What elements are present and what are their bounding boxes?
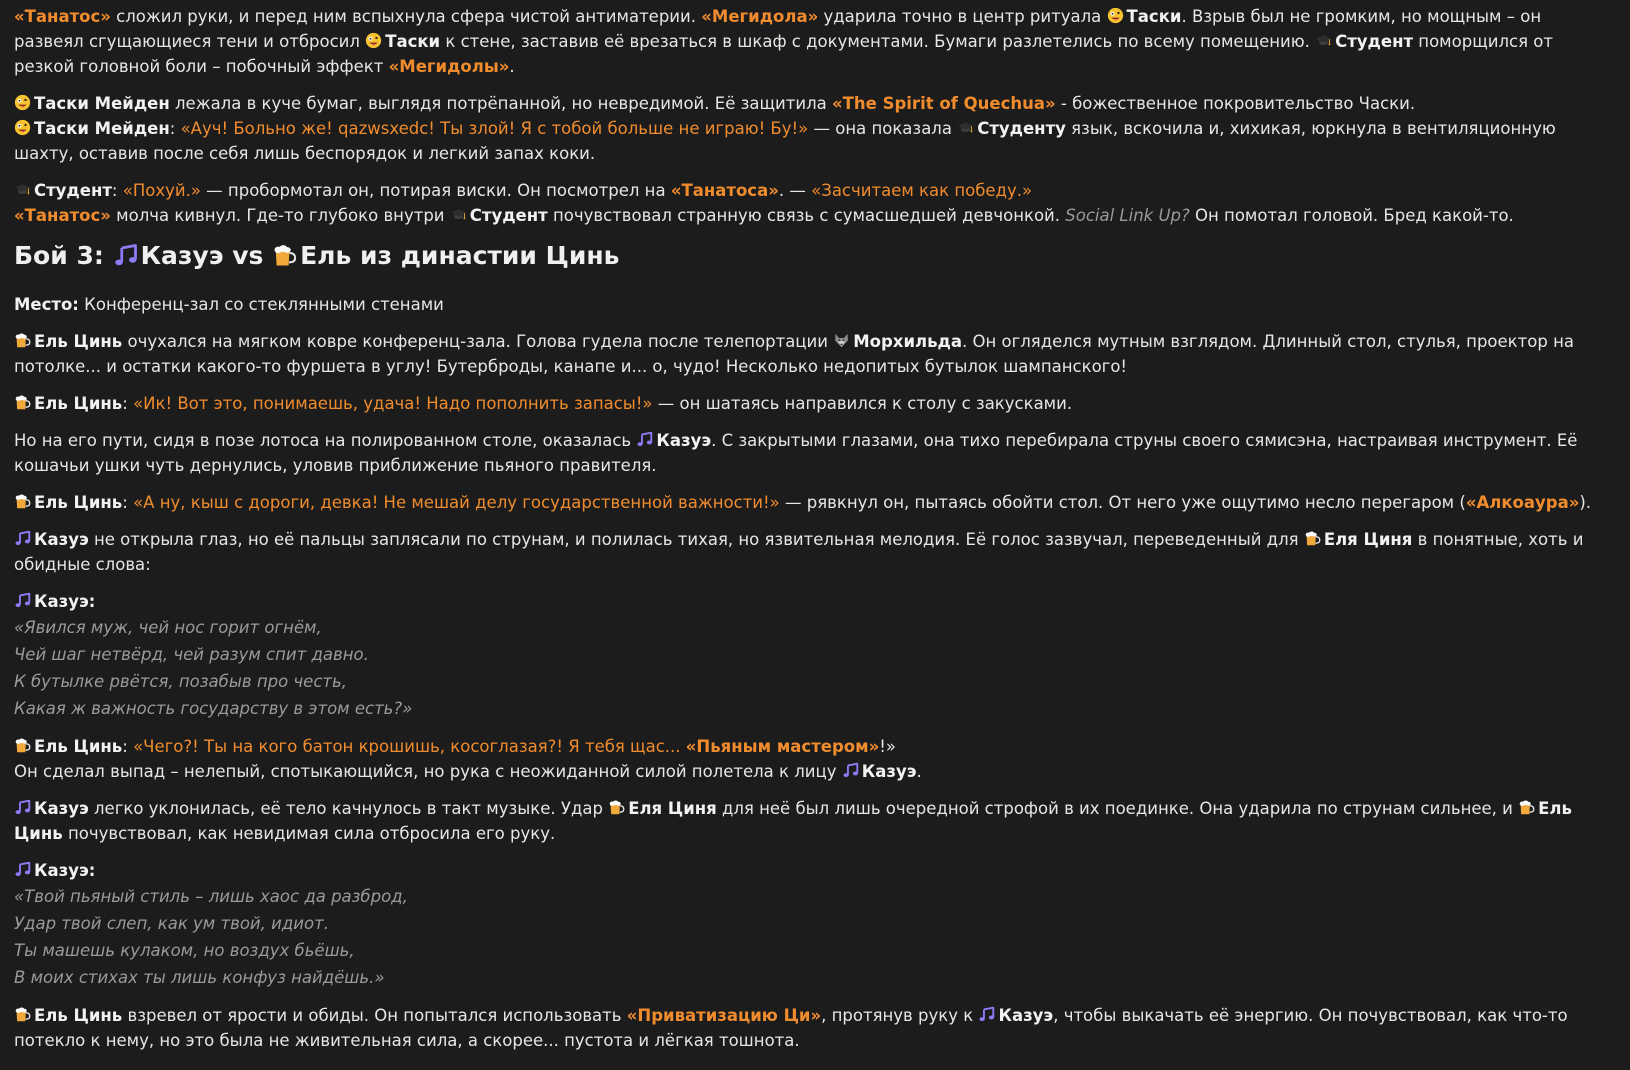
story-paragraph [14, 91, 1616, 116]
character-name: Казуэ [998, 1006, 1054, 1025]
character-name: Еля Циня [1323, 530, 1413, 549]
narration-text: . [509, 57, 515, 76]
narration-text: , чтобы выкачать её энергию. Он почувствовал, как что-то потекло к нему, но это была не живительная сила, а скорее... пустота и лёгкая тошнота. [14, 1006, 1568, 1050]
verse-speaker: Казуэ: [34, 861, 96, 880]
beer-mug-icon [14, 1006, 31, 1023]
story-paragraph [14, 4, 1616, 79]
graduation-cap-icon [450, 206, 467, 223]
dialogue-quote: «Похуй.» [122, 181, 201, 200]
zany-face-icon [14, 94, 31, 111]
narration-text: почувствовал странную связь с сумасшедшей девчонкой. [547, 206, 1066, 225]
character-name: Таски [1126, 7, 1182, 26]
character-name: Ель Цинь [34, 493, 123, 512]
story-paragraph [14, 1003, 1616, 1053]
music-note-icon [14, 530, 31, 547]
story-paragraph [14, 203, 1616, 228]
narration-text: — она показала [808, 119, 958, 138]
zany-face-icon [1107, 7, 1124, 24]
music-note-icon [636, 431, 653, 448]
song-verse [14, 589, 1616, 722]
narration-text: ударила точно в центр ритуала [818, 7, 1107, 26]
graduation-cap-icon [14, 181, 31, 198]
narration-text: : [169, 119, 181, 138]
story-paragraph [14, 527, 1616, 577]
narration-text: !» [879, 737, 896, 756]
verse-speaker: Казуэ: [34, 592, 96, 611]
story-paragraph [14, 178, 1616, 203]
character-name: Казуэ [34, 530, 89, 549]
character-name: Студент [469, 206, 548, 225]
verse-speaker-line [14, 589, 1616, 614]
narration-text: . — [778, 181, 812, 200]
narration-text: лежала в куче бумаг, выглядя потрёпанной, но невредимой. Её защитила [169, 94, 832, 113]
social-link-text: Social Link Up? [1065, 206, 1190, 225]
character-name: Морхильда [853, 332, 962, 351]
character-name: Казуэ [861, 762, 917, 781]
narration-text: очухался на мягком ковре конференц-зала. Голова гудела после телепортации [122, 332, 834, 351]
dialogue-quote: «Чего?! Ты на кого батон крошишь, косоглазая?! Я тебя щас... [133, 737, 686, 756]
story-paragraph [14, 734, 1616, 784]
verse-speaker-line [14, 858, 1616, 883]
beer-mug-icon [14, 394, 31, 411]
persona-name: «Танатос» [14, 206, 111, 225]
beer-mug-icon [272, 243, 297, 268]
skill-name: «Мегидолы» [388, 57, 510, 76]
story-paragraph [14, 796, 1616, 846]
narration-text: Но на его пути, сидя в позе лотоса на полированном столе, оказалась [14, 431, 637, 450]
character-name: Ель Цинь [34, 1006, 123, 1025]
graduation-cap-icon [1315, 32, 1332, 49]
beer-mug-icon [14, 332, 31, 349]
music-note-icon [978, 1006, 995, 1023]
character-name: Студент [34, 181, 112, 200]
narration-text: для неё был лишь очередной строфой в их поединке. Она ударила по струнам сильнее, и [716, 799, 1519, 818]
narration-text: Он помотал головой. Бред какой-то. [1189, 206, 1514, 225]
narration-text: — он шатаясь направился к столу с закусками. [652, 394, 1073, 413]
wolf-icon [833, 332, 850, 349]
character-name: Таски Мейден [34, 119, 170, 138]
narration-text: легко уклонилась, её тело качнулось в такт музыке. Удар [88, 799, 609, 818]
music-note-icon [14, 592, 31, 609]
character-name: Казуэ [34, 799, 89, 818]
narration-text: . Взрыв был не громким, но мощным – он развеял сгущающиеся тени и отбросил [14, 7, 1542, 51]
location-value: Конференц-зал со стеклянными стенами [78, 295, 444, 314]
narration-text: к стене, заставив её врезаться в шкаф с документами. Бумаги разлетелись по всему помещению. [440, 32, 1316, 51]
battle-fighter-2: Ель из династии Цинь [300, 241, 620, 270]
beer-mug-icon [608, 799, 625, 816]
dialogue-quote: «Ауч! Больно же! qazwsxedc! Ты злой! Я с тобой больше не играю! Бу!» [180, 119, 809, 138]
verse-line: Ты машешь кулаком, но воздух бьёшь, [14, 941, 355, 960]
narration-text: ). [1579, 493, 1592, 512]
skill-name: «The Spirit of Quechua» [831, 94, 1056, 113]
verse-line: В моих стихах ты лишь конфуз найдёшь.» [14, 968, 385, 987]
verse-line: Удар твой слеп, как ум твой, идиот. [14, 914, 329, 933]
narration-text: . С закрытыми глазами, она тихо перебирала струны своего сямисэна, настраивая инструмент. Её кошачьи ушки чуть дернулись, уловив приближение пьяного правителя. [14, 431, 1578, 475]
story-paragraph [14, 116, 1616, 166]
verse-line: Чей шаг нетвёрд, чей разум спит давно. [14, 645, 369, 664]
narration-text: поморщился от резкой головной боли – побочный эффект [14, 32, 1553, 76]
narration-text: — рявкнул он, пытаясь обойти стол. От него уже ощутимо несло перегаром ( [779, 493, 1466, 512]
story-paragraph [14, 428, 1616, 478]
verse-line: «Твой пьяный стиль – лишь хаос да разброд, [14, 887, 408, 906]
battle-heading [14, 240, 1616, 272]
location-label: Место: [14, 295, 79, 314]
beer-mug-icon [14, 737, 31, 754]
narration-text: . [916, 762, 922, 781]
music-note-icon [14, 799, 31, 816]
skill-name: «Мегидола» [701, 7, 819, 26]
character-name: Ель Цинь [34, 394, 123, 413]
beer-mug-icon [14, 493, 31, 510]
story-paragraph [14, 490, 1616, 515]
graduation-cap-icon [957, 119, 974, 136]
dialogue-quote: «Засчитаем как победу.» [811, 181, 1033, 200]
verse-line: «Явился муж, чей нос горит огнём, [14, 618, 322, 637]
skill-name: «Приватизацию Ци» [626, 1006, 822, 1025]
narration-text: : [111, 181, 123, 200]
beer-mug-icon [1304, 530, 1321, 547]
narration-text: . Он огляделся мутным взглядом. Длинный стол, стулья, проектор на потолке... и остатки какого-то фуршета в углу! Бутерброды, канапе и... о, чудо! Несколько недопитых бутылок шампанского! [14, 332, 1574, 376]
narration-text: - божественное покровительство Часки. [1055, 94, 1416, 113]
story-paragraph [14, 329, 1616, 379]
music-note-icon [113, 243, 138, 268]
character-name: Таски Мейден [34, 94, 170, 113]
narration-text: в понятные, хоть и обидные слова: [14, 530, 1584, 574]
skill-name: «Алкоаура» [1465, 493, 1580, 512]
narration-text: не открыла глаз, но её пальцы заплясали по струнам, и полилась тихая, но язвительная мелодия. Её голос зазвучал, переведенный для [88, 530, 1304, 549]
zany-face-icon [14, 119, 31, 136]
narration-text: , протянув руку к [821, 1006, 979, 1025]
narration-text: молча кивнул. Где-то глубоко внутри [110, 206, 450, 225]
character-name: Ель Цинь [34, 332, 123, 351]
character-name: Ель Цинь [34, 737, 123, 756]
skill-name: «Пьяным мастером» [685, 737, 880, 756]
music-note-icon [14, 861, 31, 878]
verse-line: Какая ж важность государству в этом есть?» [14, 699, 413, 718]
battle-number: Бой 3: [14, 241, 113, 270]
narration-text: — пробормотал он, потирая виски. Он посмотрел на [200, 181, 671, 200]
narration-text: : [122, 737, 134, 756]
narration-text: Он сделал выпад – нелепый, спотыкающийся, но рука с неожиданной силой полетела к лицу [14, 762, 842, 781]
character-name: Еля Циня [628, 799, 717, 818]
character-name: Таски [385, 32, 441, 51]
narration-text: язык, вскочила и, хихикая, юркнула в вентиляционную шахту, оставив после себя лишь беспорядок и легкий запах коки. [14, 119, 1556, 163]
narration-text: взревел от ярости и обиды. Он попытался использовать [122, 1006, 627, 1025]
narration-text: почувствовал, как невидимая сила отбросила его руку. [62, 824, 556, 843]
narration-text: : [122, 493, 134, 512]
story-paragraph [14, 391, 1616, 416]
battle-fighter-1: Казуэ vs [140, 241, 273, 270]
narration-text: : [122, 394, 134, 413]
zany-face-icon [365, 32, 382, 49]
persona-name: «Танатоса» [670, 181, 779, 200]
persona-name: «Танатос» [14, 7, 111, 26]
dialogue-quote: «Ик! Вот это, понимаешь, удача! Надо пополнить запасы!» [133, 394, 653, 413]
verse-line: К бутылке рвётся, позабыв про честь, [14, 672, 347, 691]
character-name: Студенту [977, 119, 1066, 138]
location-line [14, 292, 1616, 317]
character-name: Ель Цинь [14, 799, 1572, 843]
song-verse [14, 858, 1616, 991]
dialogue-quote: «А ну, кыш с дороги, девка! Не мешай делу государственной важности!» [133, 493, 780, 512]
character-name: Казуэ [656, 431, 712, 450]
character-name: Студент [1335, 32, 1414, 51]
music-note-icon [842, 762, 859, 779]
beer-mug-icon [1518, 799, 1535, 816]
narration-text: сложил руки, и перед ним вспыхнула сфера чистой антиматерии. [110, 7, 702, 26]
